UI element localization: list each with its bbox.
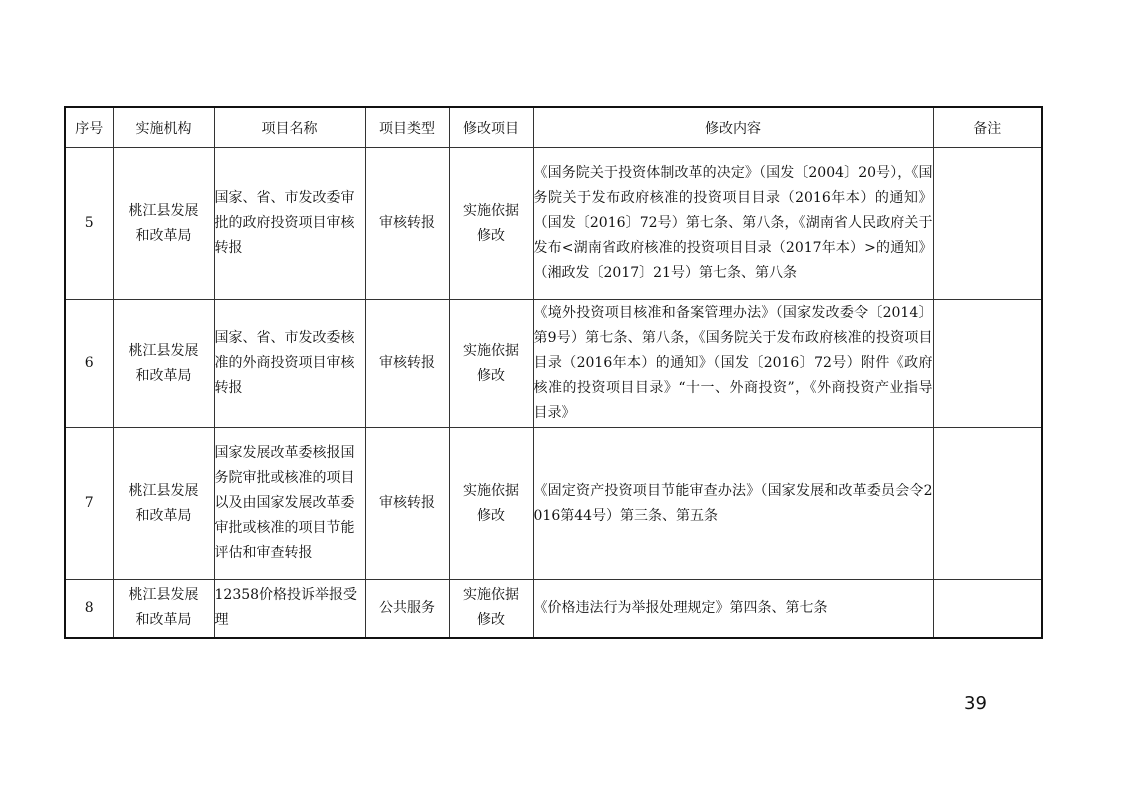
row-modified-item: 实施依据 修改 [449, 148, 533, 300]
table-row [65, 580, 1042, 638]
header-modified-content: 修改内容 [533, 107, 933, 148]
row-agency: 桃江县发展 和改革局 [113, 300, 214, 428]
row-remarks [933, 148, 1042, 300]
table-row [65, 148, 1042, 300]
header-project-name: 项目名称 [214, 107, 365, 148]
row-index: 8 [65, 580, 113, 638]
row-agency: 桃江县发展 和改革局 [113, 148, 214, 300]
table-row [65, 300, 1042, 428]
row-project-type: 公共服务 [365, 580, 449, 638]
row-project-name: 国家、省、市发改委核准的外商投资项目审核转报 [214, 300, 365, 428]
row-index: 7 [65, 428, 113, 580]
row-modified-item: 实施依据 修改 [449, 300, 533, 428]
modification-table [64, 106, 1043, 639]
row-remarks [933, 428, 1042, 580]
row-modified-content: 《国务院关于投资体制改革的决定》（国发〔2004〕20号），《国务院关于发布政府核准的投资项目目录（2016年本）的通知》（国发〔2016〕72号）第七条、第八条，《湖南省人民政府关于发布<湖南省政府核准的投资项目目录（2017年本）>的通知》（湘政发〔2017〕21号）第七条、第八条 [533, 148, 933, 300]
row-modified-content: 《境外投资项目核准和备案管理办法》（国家发改委令〔2014〕第9号）第七条、第八条，《国务院关于发布政府核准的投资项目目录（2016年本）的通知》（国发〔2016〕72号）附件《政府核准的投资项目目录》“十一、外商投资”，《外商投资产业指导目录》 [533, 300, 933, 428]
row-modified-content: 《固定资产投资项目节能审查办法》（国家发展和改革委员会令2016第44号）第三条、第五条 [533, 428, 933, 580]
row-project-type: 审核转报 [365, 428, 449, 580]
row-index: 5 [65, 148, 113, 300]
row-modified-item: 实施依据 修改 [449, 580, 533, 638]
row-project-type: 审核转报 [365, 300, 449, 428]
table-header-row [65, 107, 1042, 148]
header-modified-item: 修改项目 [449, 107, 533, 148]
table-row [65, 428, 1042, 580]
row-project-name: 国家、省、市发改委审批的政府投资项目审核转报 [214, 148, 365, 300]
row-project-type: 审核转报 [365, 148, 449, 300]
row-agency: 桃江县发展 和改革局 [113, 428, 214, 580]
row-remarks [933, 300, 1042, 428]
row-modified-content: 《价格违法行为举报处理规定》第四条、第七条 [533, 580, 933, 638]
row-modified-item: 实施依据 修改 [449, 428, 533, 580]
header-index: 序号 [65, 107, 113, 148]
row-project-name: 国家发展改革委核报国务院审批或核准的项目以及由国家发展改革委审批或核准的项目节能评估和审查转报 [214, 428, 365, 580]
page-number: 39 [964, 693, 987, 714]
row-agency: 桃江县发展 和改革局 [113, 580, 214, 638]
row-remarks [933, 580, 1042, 638]
row-index: 6 [65, 300, 113, 428]
header-project-type: 项目类型 [365, 107, 449, 148]
row-project-name: 12358价格投诉举报受理 [214, 580, 365, 638]
header-agency: 实施机构 [113, 107, 214, 148]
header-remarks: 备注 [933, 107, 1042, 148]
